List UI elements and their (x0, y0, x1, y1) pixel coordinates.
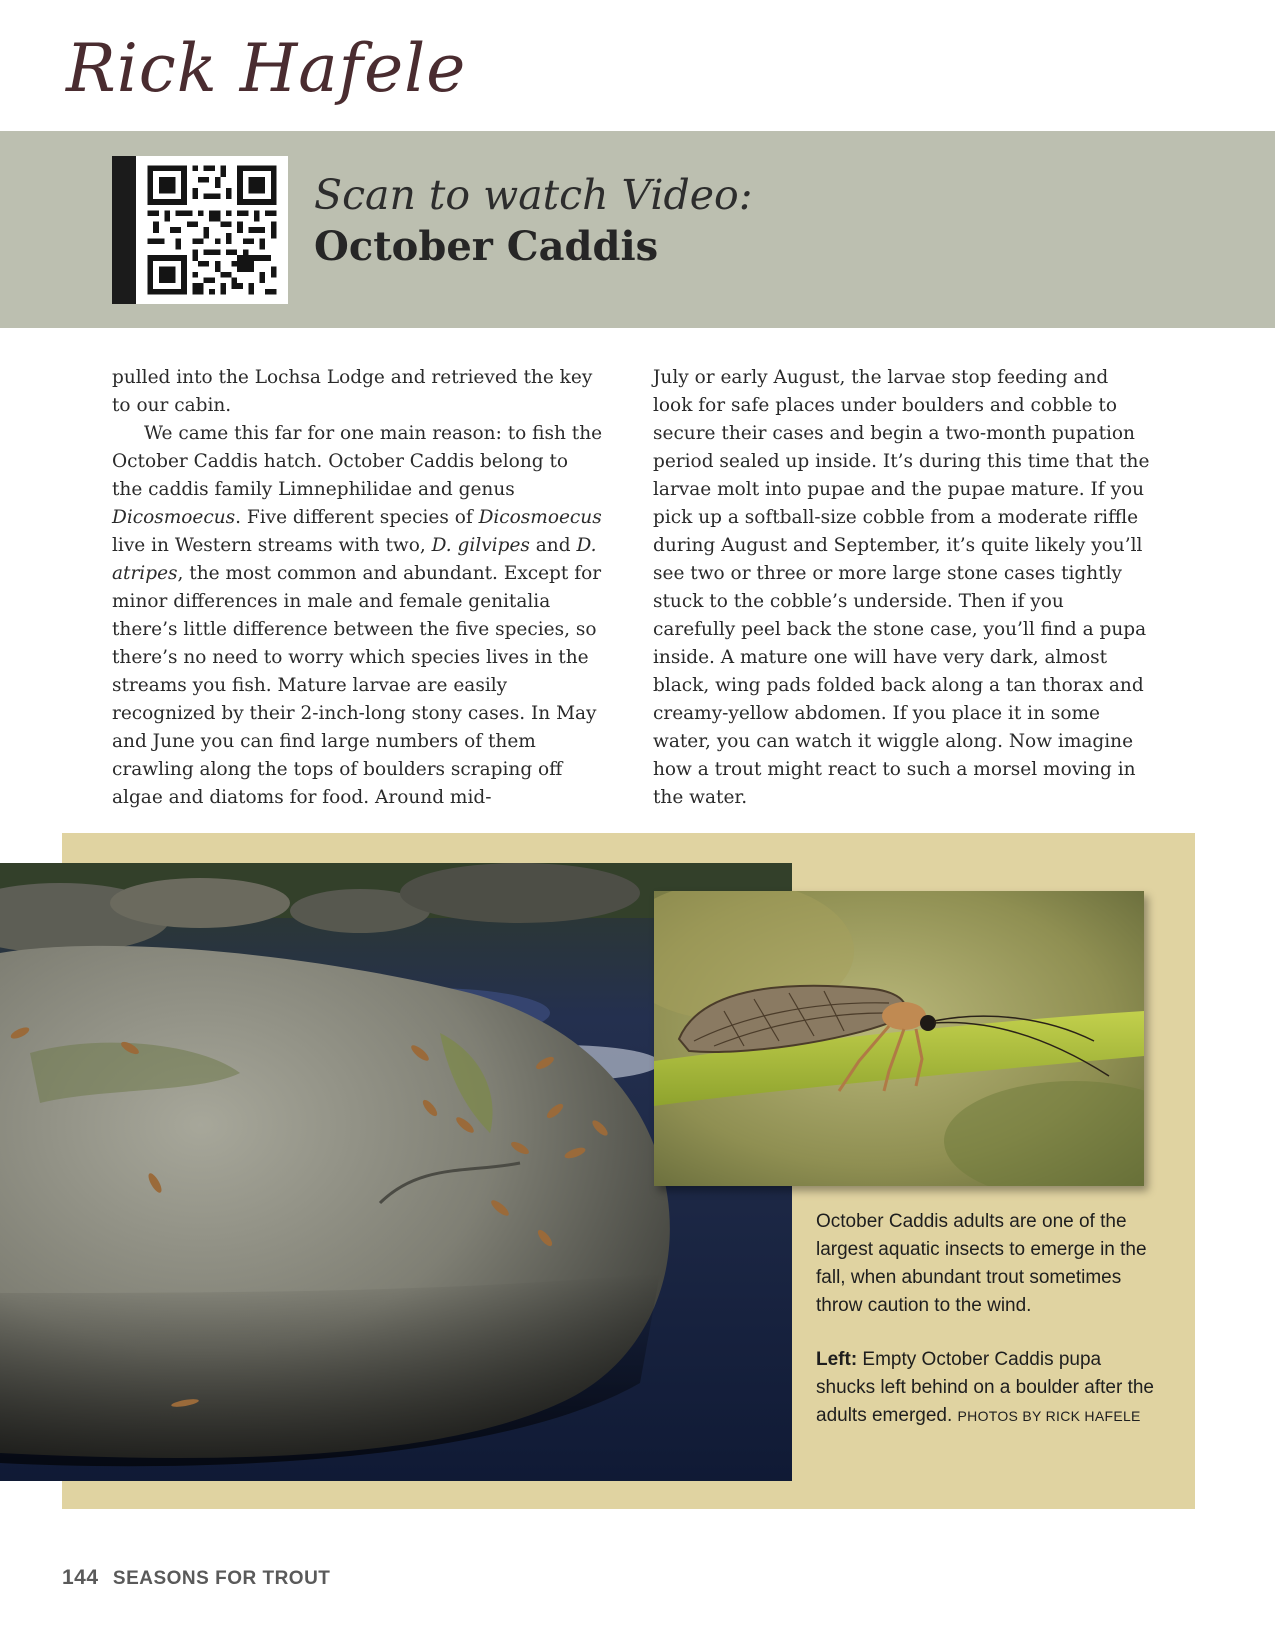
qr-code-icon (142, 160, 282, 300)
author-name: Rick Hafele (66, 30, 467, 107)
video-title: October Caddis (314, 223, 659, 270)
caption-left: Left: Empty October Caddis pupa shucks left behind on a boulder after the adults emerged. PHOTOS BY RICK HAFELE (816, 1349, 1155, 1426)
page-number: 144 (62, 1566, 99, 1589)
paragraph: July or early August, the larvae stop feeding and look for safe places under boulders and cobble to secure their cases and begin a two-month pupation period sealed up inside. It’s during this time that the larvae molt into pupae and the pupae mature. If you pick up a softball-size cobble from a moderate riffle during August and September, it’s quite likely you’ll see two or three or more large stone cases tightly stuck to the cobble’s underside. Then if you carefully peel back the stone case, you’ll find a pupa inside. A mature one will have very dark, almost black, wing pads folded back along a tan thorax and creamy-yellow abdomen. If you place it in some water, you can watch it wiggle along. Now imagine how a trout might react to such a morsel moving in the water. (653, 367, 1150, 808)
species-name: D. atripes (112, 535, 597, 584)
species-name: D. gilvipes (431, 535, 530, 556)
page-footer (62, 1566, 330, 1590)
paragraph: pulled into the Lochsa Lodge and retrieved the key to our cabin. (112, 367, 593, 416)
photo-credit: PHOTOS BY RICK HAFELE (957, 1408, 1141, 1424)
photo-caption (816, 1208, 1156, 1430)
book-title: SEASONS FOR TROUT (112, 1568, 331, 1589)
genus-name: Dicosmoecus (478, 507, 602, 528)
october-caddis-adult-photo (654, 891, 1144, 1186)
paragraph: We came this far for one main reason: to fish the October Caddis hatch. October Caddis belong to the caddis family Limnephilidae and genus Dicosmoecus. Five different species of Dicosmoecus live in Western streams with two, D. gilvipes and D. atripes, the most common and abundant. Except for minor differences in male and female genitalia there’s little difference between the five species, so there’s no need to worry which species lives in the streams you fish. Mature larvae are easily recognized by their 2-inch-long stony cases. In May and June you can find large numbers of them crawling along the tops of boulders scraping off algae and diatoms for food. Around mid- (112, 423, 603, 808)
qr-side-bar (112, 156, 136, 304)
caption-left-label: Left: (816, 1349, 858, 1370)
article-column-left (112, 364, 604, 812)
article-column-right (653, 364, 1151, 812)
genus-name: Dicosmoecus (112, 507, 236, 528)
qr-code[interactable] (112, 156, 288, 304)
caption-adult: October Caddis adults are one of the largest aquatic insects to emerge in the fall, when abundant trout sometimes throw caution to the wind. (816, 1211, 1147, 1316)
video-kicker: Scan to watch Video: (314, 171, 753, 219)
video-banner (0, 131, 1275, 328)
